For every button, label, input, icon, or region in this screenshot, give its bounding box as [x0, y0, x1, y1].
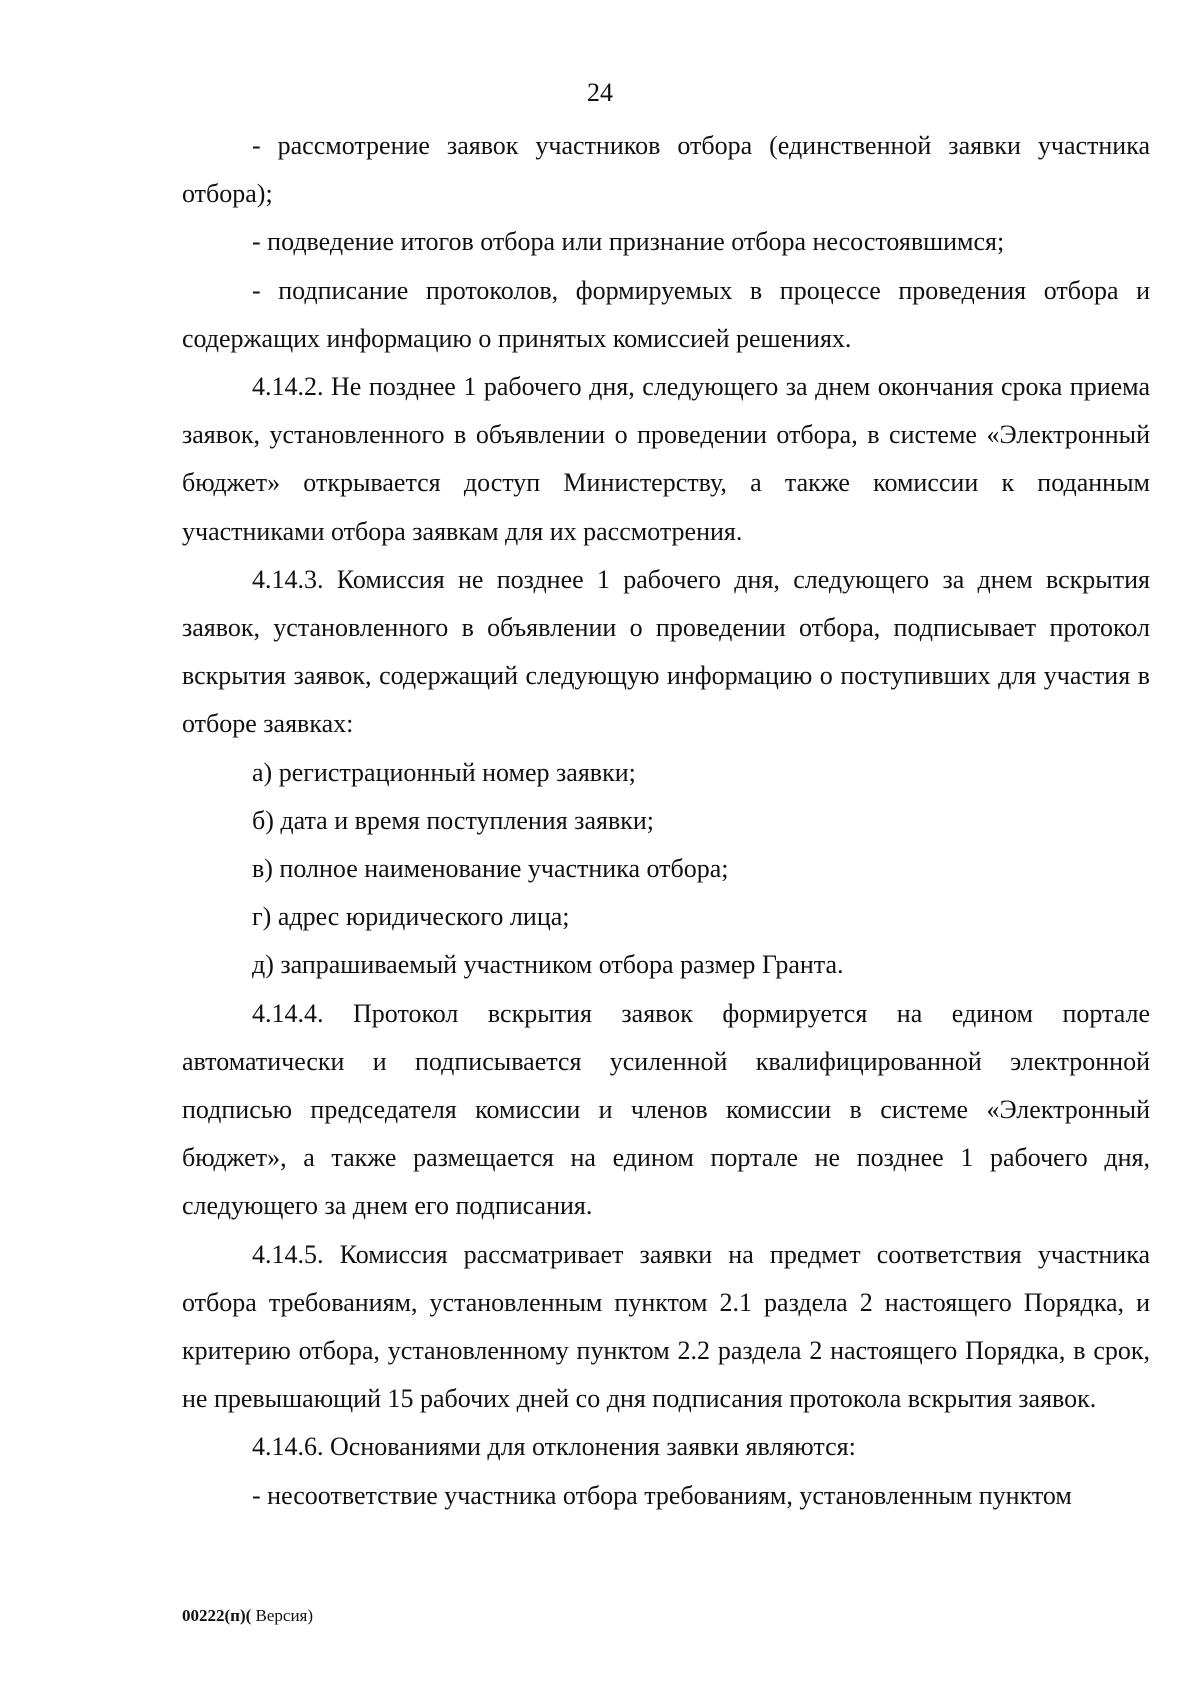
list-item: б) дата и время поступления заявки; — [252, 805, 654, 835]
list-item: д) запрашиваемый участником отбора размер Гранта. — [252, 950, 844, 980]
paragraph: - несоответствие участника отбора требованиям, установленным пунктом — [252, 1480, 1072, 1510]
paragraph: 4.14.5. Комиссия рассматривает заявки на предмет соответствия участника отбора требованиям, установленным пунктом 2.1 раздела 2 настоящего Порядка, и критерию отбора, установленному пунктом 2.2 раздела 2 настоящего Порядка, в срок, не превышающий 15 рабочих дней со дня подписания протокола вскрытия заявок. — [182, 1239, 1150, 1414]
page-number: 24 — [587, 78, 613, 107]
paragraph: 4.14.2. Не позднее 1 рабочего дня, следующего за днем окончания срока приема заявок, установленного в объявлении о проведении отбора, в системе «Электронный бюджет» открывается доступ Министерству, а также комиссии к поданным участниками отбора заявкам для их рассмотрения. — [182, 372, 1150, 546]
list-item: а) регистрационный номер заявки; — [252, 757, 636, 787]
paragraph: - подписание протоколов, формируемых в процессе проведения отбора и содержащих информацию о принятых комиссией решениях. — [182, 275, 1150, 353]
list-item: г) адрес юридического лица; — [252, 902, 570, 932]
document-version: Версия) — [251, 1606, 314, 1625]
paragraph: - рассмотрение заявок участников отбора (единственной заявки участника отбора); — [182, 131, 1150, 209]
list-item: в) полное наименование участника отбора; — [252, 854, 729, 884]
paragraph: 4.14.6. Основаниями для отклонения заявки являются: — [252, 1432, 856, 1462]
document-body — [182, 122, 1150, 1520]
paragraph: - подведение итогов отбора или признание отбора несостоявшимся; — [252, 227, 1005, 257]
paragraph: 4.14.4. Протокол вскрытия заявок формируется на едином портале автоматически и подписывается усиленной квалифицированной электронной подписью председателя комиссии и членов комиссии в системе «Электронный бюджет», а также размещается на едином портале не позднее 1 рабочего дня, следующего за днем его подписания. — [182, 998, 1150, 1221]
document-code: 00222(п)( — [182, 1606, 252, 1625]
document-footer — [182, 1605, 313, 1627]
paragraph: 4.14.3. Комиссия не позднее 1 рабочего дня, следующего за днем вскрытия заявок, установленного в объявлении о проведении отбора, подписывает протокол вскрытия заявок, содержащий следующую информацию о поступивших для участия в отборе заявках: — [182, 564, 1150, 739]
